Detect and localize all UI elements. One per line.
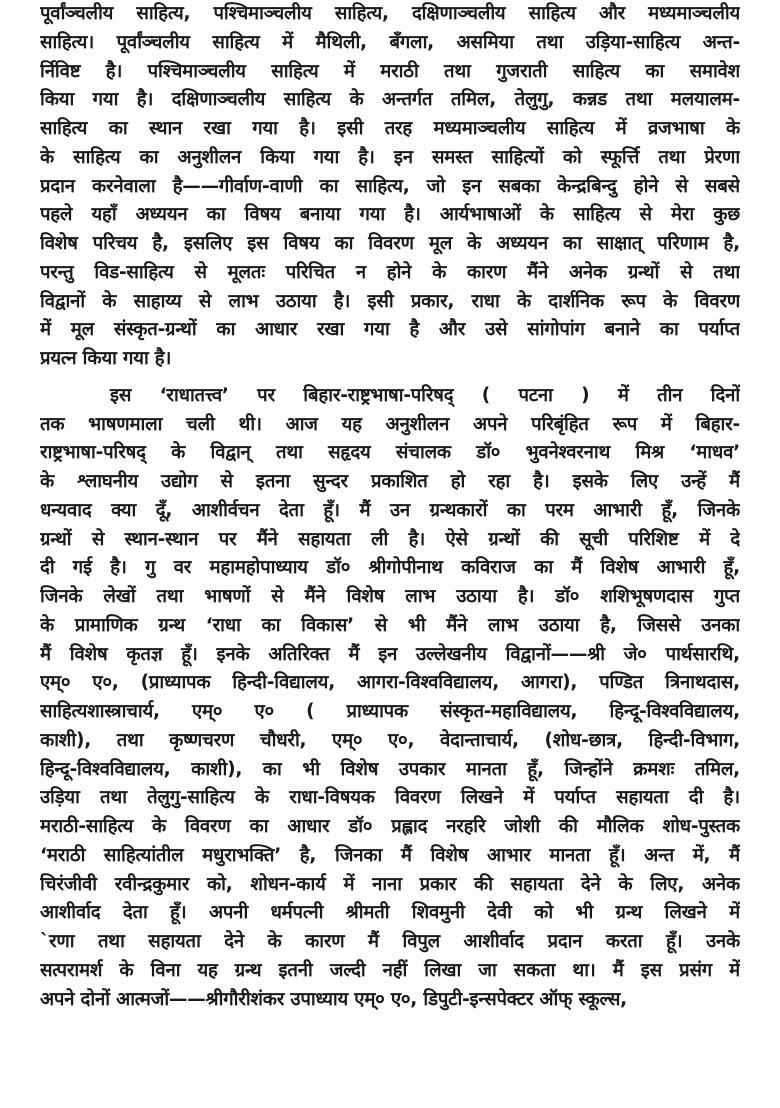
- text-line: र्निविष्ट है। पश्चिमाञ्चलीय साहित्य में मराठी तथा गुजराती साहित्य का समावेश: [40, 60, 740, 82]
- text-line: एम्० ए०, (प्राध्यापक हिन्दी-विद्यालय, आगरा-विश्वविद्यालय, आगरा), पण्डित त्रिनाथदास,: [40, 672, 740, 694]
- text-line: आशीर्वाद देता हूँ। अपनी धर्मपत्नी श्रीमती शिवमुनी देवी को भी ग्रन्थ लिखने में: [40, 902, 740, 924]
- text-line: इस ‘राधातत्त्व’ पर बिहार-राष्ट्रभाषा-परिषद् ( पटना ) में तीन दिनों: [110, 384, 740, 406]
- text-line: सत्परामर्श के विना यह ग्रन्थ इतनी जल्दी नहीं लिखा जा सकता था। मैं इस प्रसंग में: [40, 959, 740, 981]
- text-line: जिनके लेखों तथा भाषणों से मैंने विशेष लाभ उठाया है। डॉ० शशिभूषणदास गुप्त: [40, 586, 740, 607]
- text-line: के प्रामाणिक ग्रन्थ ‘राधा का विकास’ से भी मैंने लाभ उठाया है, जिससे उनका: [40, 614, 740, 636]
- text-line: तक भाषणमाला चली थी। आज यह अनुशीलन अपने परिबृंहित रूप में बिहार-: [40, 413, 740, 435]
- text-line: पूर्वांञ्चलीय साहित्य, पश्चिमाञ्चलीय साहित्य, दक्षिणाञ्चलीय साहित्य और मध्यमाञ्चलीय: [40, 3, 740, 24]
- text-line: विशेष परिचय है, इसलिए इस विषय का विवरण मूल के अध्ययन का साक्षात् परिणाम है,: [40, 233, 740, 254]
- text-line: मराठी-साहित्य के विवरण का आधार डॉ० प्रह्लाद नरहरि जोशी की मौलिक शोध-पुस्तक: [40, 816, 740, 837]
- text-line: चिरंजीवी रवीन्द्रकुमार को, शोधन-कार्य में नाना प्रकार की सहायता देने के लिए, अनेक: [40, 873, 740, 895]
- text-line: काशी), तथा कृष्णचरण चौधरी, एम्० ए०, वेदान्ताचार्य, (शोध-छात्र, हिन्दी-विभाग,: [40, 729, 740, 751]
- text-line: के श्लाघनीय उद्योग से इतना सुन्दर प्रकाशित हो रहा है। इसके लिए उन्हें मैं: [40, 471, 740, 492]
- text-line: किया गया है। दक्षिणाञ्चलीय साहित्य के अन्तर्गत तमिल, तेलुगु, कन्नड तथा मलयालम-: [40, 89, 740, 111]
- text-line: साहित्य का स्थान रखा गया है। इसी तरह मध्यमाञ्चलीय साहित्य में व्रजभाषा के: [40, 118, 740, 139]
- text-line: `रणा तथा सहायता देने के कारण मैं विपुल आशीर्वाद प्रदान करता हूँ। उनके: [40, 931, 740, 952]
- text-line: मैं विशेष कृतज्ञ हूँ। इनके अतिरिक्त मैं इन उल्लेखनीय विद्वानों——श्री जे० पार्थसारथि,: [40, 643, 740, 665]
- text-line: विद्वानों के साहाय्य से लाभ उठाया है। इसी प्रकार, राधा के दार्शनिक रूप के विवरण: [40, 290, 740, 312]
- text-line: प्रदान करनेवाला है——गीर्वाण-वाणी का साहित्य, जो इन सबका केन्द्रबिन्दु होने से सबसे: [40, 175, 740, 197]
- text-line: अपने दोनों आत्मजों——श्रीगौरीशंकर उपाध्याय एम्० ए०, डिपुटी-इन्सपेक्टर ऑफ् स्कूल्स,: [40, 988, 627, 1010]
- text-line: साहित्य। पूर्वांञ्चलीय साहित्य में मैथिली, बँगला, असमिया तथा उड़िया-साहित्य अन्त-: [40, 31, 740, 53]
- text-line: हिन्दू-विश्वविद्यालय, काशी), का भी विशेष उपकार मानता हूँ, जिन्होंने क्रमशः तमिल,: [40, 758, 740, 780]
- text-line: के साहित्य का अनुशीलन किया गया है। इन समस्त साहित्यों को स्फूर्त्ति तथा प्रेरणा: [40, 146, 740, 168]
- text-line: उड़िया तथा तेलुगु-साहित्य के राधा-विषयक विवरण लिखने में पर्याप्त सहायता दी है।: [40, 787, 740, 809]
- text-line: में मूल संस्कृत-ग्रन्थों का आधार रखा गया है और उसे सांगोपांग बनाने का पर्याप्त: [40, 319, 740, 341]
- text-line: धन्यवाद क्या दूँ, आशीर्वचन देता हूँ। मैं उन ग्रन्थकारों का परम आभारी हूँ, जिनके: [40, 499, 740, 521]
- text-line: ‘मराठी साहित्यांतील मधुराभक्ति’ है, जिनका मैं विशेष आभार मानता हूँ। अन्त में, मैं: [40, 844, 740, 866]
- text-line: ग्रन्थों से स्थान-स्थान पर मैंने सहायता ली है। ऐसे ग्रन्थों की सूची परिशिष्ट में दे: [40, 528, 740, 550]
- text-line: राष्ट्रभाषा-परिषद् के विद्वान् तथा सहृदय संचालक डॉ० भुवनेश्वरनाथ मिश्र ‘माधव’: [40, 442, 740, 464]
- text-line: प्रयत्न किया गया है।: [40, 348, 172, 369]
- text-line: परन्तु विड-साहित्य से मूलतः परिचित न होने के कारण मैंने अनेक ग्रन्थों से तथा: [40, 261, 740, 283]
- text-line: पहले यहाँ अध्ययन का विषय बनाया गया है। आर्यभाषाओं के साहित्य से मेरा कुछ: [40, 204, 740, 226]
- text-line: दी गई है। गु वर महामहोपाध्याय डॉ० श्रीगोपीनाथ कविराज का मैं विशेष आभारी हूँ,: [40, 557, 740, 579]
- text-line: साहित्यशास्त्राचार्य, एम्० ए० ( प्राध्यापक संस्कृत-महाविद्यालय, हिन्दू-विश्वविद्यालय,: [40, 701, 740, 722]
